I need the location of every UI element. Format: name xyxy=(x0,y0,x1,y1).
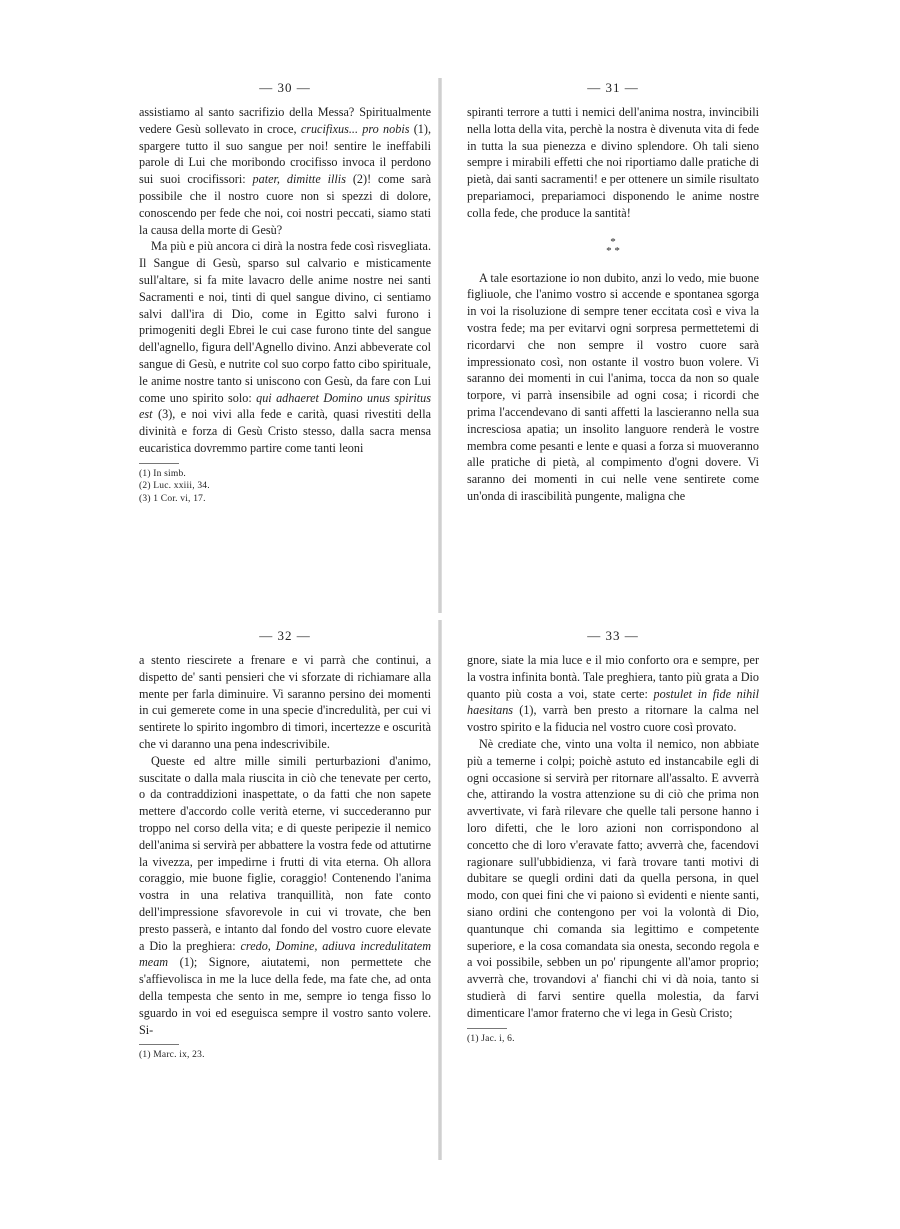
paragraph: Nè crediate che, vinto una volta il nemico, non abbiate più a temerne i colpi; poichè astuto ed instancabile egli di ogni occasione si servirà per ritornare all'assalto. E avverrà che, attirando la vostra attenzione su di ciò che prima non avvertivate, vi farà rilevare che quelle tali persone hanno i loro difetti, che le loro azioni non corrispondono al concetto che di loro v'eravate fatto; avverrà che, facendovi ragionare sull'ubbidienza, vi farà trovare tanti motivi di dubitare se quegli ordini dati da quella persona, in quel modo, con quei fini che vi paiono sì evidenti e niente santi, siano ordini che contengono per voi la volontà di Dio, quantunque chi comanda sia legittimo e competente superiore, e la cosa comandata sia onesta, secondo regola e a voi possibile, sebben un po' ripungente all'amor proprio; avverrà che, trovandovi a' fianchi chi vi dà noia, tanto si studierà di farvi sentire quella molestia, da farvi dimenticare l'amor fraterno che vi lega in Gesù Cristo; xyxy=(467,736,759,1020)
paragraph: A tale esortazione io non dubito, anzi lo vedo, mie buone figliuole, che l'animo vostro si accende e spontanea sgorga in voi la risoluzione di sempre tener eccitata così e viva la vostra fede; ma per evitarvi ogni sorpresa permettetemi di ricordarvi che non sempre il vostro cuore sarà impressionato così, non ostante il vostro buon volere. Vi saranno dei momenti in cui l'anima, tocca da non so quale torpore, vi parrà insensibile ad ogni cosa; i ricordi che prima l'accendevano di santi affetti la lascieranno nella sua incresciosa apatia; un insolito languore renderà le vostre membra come pesanti e lente e quasi a forza si muoveranno alle pratiche di pietà, al compimento d'ogni dovere. Vi saranno dei momenti in cui nelle vene sentirete come un'onda di irascibilità pungente, maligna che xyxy=(467,270,759,503)
page-33 xyxy=(467,628,759,1045)
paragraph: assistiamo al santo sacrifizio della Messa? Spiritualmente vedere Gesù sollevato in croce, crucifixus... pro nobis (1), spargere tutto il suo sangue per noi! sentire le ineffabili parole di Lui che moribondo crocifisso invoca il perdono sui suoi crocifissori: pater, dimitte illis (2)! come sarà possibile che il nostro cuore non si spezzi di dolore, conoscendo per fede che noi, coi nostri peccati, siamo stati la causa della morte di Gesù? xyxy=(139,105,431,237)
footnote: (1) Jac. i, 6. xyxy=(467,1033,515,1044)
page-body xyxy=(467,104,759,505)
footnotes xyxy=(139,1044,431,1062)
page-31 xyxy=(467,80,759,505)
page-30 xyxy=(139,80,431,505)
footnote: (2) Luc. xxiii, 34. xyxy=(139,481,210,492)
paragraph: Queste ed altre mille simili perturbazioni d'animo, suscitate o dalla mala riuscita in ciò che tenevate per certo, o da contraddizioni inaspettate, o da fatti che non sapete mettere d'accordo colle verità eterne, vi succederanno pur troppo nel corso della vita; e di queste peripezie il nemico dell'anima si servirà per abbattere la vostra fede od attutirne la vivezza, per impedirne i frutti di vita eterna. Oh allora coraggio, mie buone figlie, coraggio! Contenendo l'anima vostra in una relativa tranquillità, non fate conto dell'impressione sfavorevole in cui vi trovate, che ben presto passerà, e intanto dal fondo del vostro cuore elevate a Dio la preghiera: credo, Domine, adiuva incredulitatem meam (1); Signore, aiutatemi, non permettete che s'affievolisca in me la luce della fede, ma fate che, ad onta della tempesta che sento in me, sempre io tenga fisso lo sguardo in voi ed eseguisca sempre il vostro santo volere. Si- xyxy=(139,753,431,1037)
page-body xyxy=(467,652,759,1022)
footnotes xyxy=(467,1028,759,1046)
footnote: (1) Marc. ix, 23. xyxy=(139,1050,205,1061)
page-number: — 32 — xyxy=(259,628,311,643)
paragraph: gnore, siate la mia luce e il mio conforto ora e sempre, per la vostra infinita bontà. Tale preghiera, tanto più grata a Dio quanto più costa a voi, state certe: postulet in fide nihil haesitans (1), varrà ben presto a ritornare la calma nel vostro spirito e la fiducia nel vostro cuore così provato. xyxy=(467,653,759,735)
footnote: (1) In simb. xyxy=(139,468,186,479)
page-number: — 31 — xyxy=(587,80,639,95)
paragraph: a stento riescirete a frenare e vi parrà che continui, a dispetto de' santi pensieri che vi sforzate di richiamare alla mente per farla diminuire. Vi saranno persino dei momenti in cui gemerete come in una specie d'incredulità, per cui vi sentirete lo spirito ingombro di timori, incertezze e oscurità che vi daranno una pena indescrivibile. xyxy=(139,653,431,751)
footnote: (3) 1 Cor. vi, 17. xyxy=(139,493,206,504)
footnotes xyxy=(139,463,431,506)
paragraph: spiranti terrore a tutti i nemici dell'anima nostra, invincibili nella lotta della vita, perchè la nostra è divenuta vita di fede in tutta la sua pienezza e divino splendore. Oh tali sieno sempre i mirabili effetti che noi riportiamo dalle pratiche di pietà, dai santi sacramenti! e per ottenere un simile risultato prepariamoci, prepariamoci disponendo le anime nostre colla fede, che produce la santità! xyxy=(467,105,759,220)
page-body xyxy=(139,104,431,457)
page-number: — 33 — xyxy=(587,628,639,643)
paragraph: Ma più e più ancora ci dirà la nostra fede così risvegliata. Il Sangue di Gesù, sparso sul calvario e misticamente sull'altare, si fa mite lavacro delle anime nostre nei santi Sacramenti e noi, tinti di quel sangue divino, ci sentiamo salvi dall'ira di Dio, come in Egitto salvi furono i primogeniti degli Ebrei le cui case furono tinte del sangue dell'agnello, figura dell'Agnello divino. Anzi abbeverate col sangue di Gesù, e nutrite col suo corpo fatto cibo spirituale, le anime nostre tanto si uniscono con Gesù, da fare con Lui come uno spirito solo: qui adhaeret Domino unus spiritus est (3), e noi vivi alla fede e carità, quasi rivestiti della divinità e forza di Gesù Cristo stesso, dalla sacra mensa eucaristica dovremmo partire come tanti leoni xyxy=(139,239,431,455)
page-body xyxy=(139,652,431,1038)
page-number: — 30 — xyxy=(259,80,311,95)
page-gutter-bottom xyxy=(438,620,442,1160)
footnote-rule xyxy=(139,463,179,464)
footnote-rule xyxy=(467,1028,507,1029)
page-32 xyxy=(139,628,431,1062)
section-separator: * * * xyxy=(606,235,620,257)
footnote-rule xyxy=(139,1044,179,1045)
page-gutter-top xyxy=(438,78,442,613)
